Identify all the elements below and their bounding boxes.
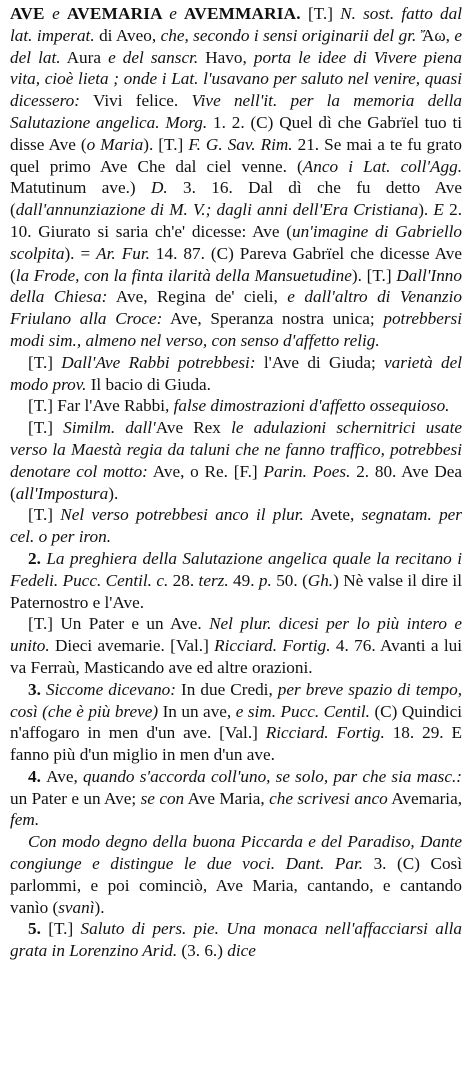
roman-text: ). = [64, 243, 97, 263]
italic-text: se con [140, 788, 185, 808]
italic-text: quando s'accorda coll'uno, se solo, par che sia masc.: [82, 766, 463, 786]
roman-text: Ave Rex [155, 418, 232, 438]
italic-text: un'imagine di Gabriello scolpita [10, 221, 462, 263]
italic-text: E [433, 200, 444, 220]
dictionary-entry-ave [10, 3, 462, 962]
roman-text: 14. 87. (C) Pareva Gabrïel che dicesse Ave ( [10, 243, 463, 285]
sense-number: 5. [28, 919, 49, 939]
entry-definition [10, 3, 462, 352]
roman-text: ). [108, 483, 119, 503]
roman-text: 50. ( [271, 570, 308, 590]
roman-text: (C) Quindici n'affogaro in men d'un ave. [Val.] [10, 701, 462, 743]
italic-text: dice [227, 941, 256, 961]
roman-text: 2. 10. Giurato si saria ch'e' dicesse: Ave ( [10, 200, 462, 241]
italic-text: Vive nell'it. per la memoria della Salutazione angelica. Morg. [10, 91, 462, 132]
sense-number: 2. [28, 548, 47, 568]
italic-text: varietà del modo prov. [10, 352, 462, 394]
italic-text: N. sost. fatto dal lat. imperat. [10, 4, 462, 45]
roman-text: Avemaria, [387, 788, 463, 808]
italic-text: Siccome dicevano: [45, 679, 176, 699]
roman-text: 2. 80. Ave Dea ( [10, 461, 462, 503]
italic-text: svanì [58, 897, 95, 917]
italic-text: e dall'altro di Venanzio Friulano alla Croce: [10, 287, 462, 329]
italic-text: per breve spazio di tempo, così (che è più breve) [10, 679, 462, 721]
italic-text: F. G. Sav. Rim. [188, 134, 293, 154]
roman-text: 3. (C) Così parlommi, e poi cominciò, Ave Maria, cantando, e cantando vanìo ( [10, 854, 463, 917]
italic-text: Nel plur. dicesi per lo più intero e unito. [10, 614, 462, 656]
italic-text: porta le idee di Vivere piena vita, cioè lieta ; onde i Lat. l'usavano per saluto nel venire, quasi dicessero: [10, 47, 462, 111]
italic-text: e del lat. [10, 25, 462, 67]
italic-text: Con modo degno della buona Piccarda e del Paradiso, Dante congiunge e distingue le due voci. Dant. Par. [10, 832, 462, 874]
sense-number: 3. [28, 679, 46, 699]
roman-text: ). [418, 200, 434, 220]
roman-text: l'Ave di Giuda; [255, 352, 385, 372]
italic-text: Parin. Poes. [263, 461, 351, 481]
sense-plural-avete [10, 504, 462, 548]
italic-text: terz. [198, 570, 229, 590]
roman-text: Havo, [198, 47, 254, 67]
roman-text: Dieci avemarie. [Val.] [49, 636, 215, 656]
italic-text: la Frode, con la finta ilarità della Mansuetudine [15, 265, 352, 285]
roman-text: (3. 6.) [177, 941, 228, 961]
italic-text: o Maria [86, 134, 144, 154]
sense-ave-di-giuda [10, 352, 462, 396]
roman-text: di Aveo, [94, 25, 161, 45]
headword: AVEMMARIA. [184, 4, 301, 23]
italic-text: p. [258, 570, 272, 590]
sense-4-gender [10, 766, 462, 831]
italic-text: Nel verso potrebbesi anco il plur. [60, 505, 304, 525]
italic-text: Saluto di pers. pie. Una monaca nell'affacciarsi alla grata in Lorenzino Arid. [10, 919, 462, 961]
roman-text: ) Nè valse il dire il Paternostro e l'Ave. [10, 570, 462, 612]
roman-text: [T.] [300, 4, 341, 23]
roman-text: [T.] Far l'Ave Rabbi, [28, 396, 174, 416]
italic-text: Similm. dall' [63, 418, 156, 438]
italic-text: che scrivesi anco [269, 788, 388, 808]
roman-text: ). [94, 897, 105, 917]
roman-text: [T.] [48, 919, 81, 939]
italic-text: segnatam. per cel. o per iron. [10, 505, 462, 547]
roman-text: Ave, [46, 766, 83, 786]
roman-text: In un ave, [158, 701, 236, 721]
italic-text: Ar. Fur. [96, 243, 150, 263]
roman-text: Avete, [303, 505, 362, 525]
sense-4-dante [10, 831, 462, 918]
italic-text: La preghiera della Salutazione angelica quale la recitano i Fedeli. Pucc. Centil. c. [10, 548, 462, 590]
roman-text: [T.] [28, 418, 64, 438]
roman-text: 49. [228, 570, 259, 590]
roman-text: Ave, Regina de' cieli, [107, 287, 288, 307]
italic-text: e [169, 4, 185, 23]
italic-text: e [52, 4, 67, 23]
roman-text: [T.] Un Pater e un Ave. [28, 614, 210, 634]
roman-text: un Pater e un Ave; [10, 788, 141, 808]
roman-text: ). [T.] [351, 265, 397, 285]
roman-text: 1. 2. (C) Quel dì che Gabrïel tuo ti disse Ave ( [10, 112, 463, 154]
sense-ave-rex [10, 417, 462, 504]
italic-text: Dall'Inno della Chiesa: [10, 265, 462, 307]
italic-text: dall'annunziazione di M. V.; dagli anni dell'Era Cristiana [15, 200, 419, 220]
roman-text: Ave Maria, [184, 788, 270, 808]
roman-text: Il bacio di Giuda. [86, 374, 211, 394]
sense-number: 4. [28, 766, 47, 786]
italic-text: Anco i Lat. coll'Agg. [302, 156, 463, 176]
roman-text: Ave, Speranza nostra unica; [162, 309, 384, 329]
roman-text: Vivi felice. [80, 91, 192, 111]
roman-text: 18. 29. E fanno più d'un miglio in men d'un ave. [10, 723, 462, 765]
sense-3-in-un-ave [10, 679, 462, 766]
roman-text: 28. [168, 570, 199, 590]
roman-text: 21. Se mai a te fu grato quel primo Ave Che dal ciel venne. ( [10, 134, 462, 176]
sense-far-ave-rabbi [10, 395, 462, 417]
italic-text: le adulazioni schernitrici usate verso la Maestà regia da taluni che ne fanno traffico, potrebbesi denotare col motto: [10, 418, 462, 481]
roman-text: [T.] [28, 352, 62, 372]
roman-text: Aura [60, 47, 109, 67]
roman-text: Ave, o Re. [F.] [147, 461, 264, 481]
roman-text: Matutinum ave.) [10, 178, 151, 198]
roman-text: In due Credi, [176, 679, 278, 699]
roman-text: ). [T.] [143, 134, 189, 154]
italic-text: Ricciard. Fortig. [265, 723, 385, 743]
italic-text: Dall'Ave Rabbi potrebbesi: [61, 352, 256, 372]
italic-text: all'Impostura [15, 483, 109, 503]
roman-text: 4. 76. Avanti a lui va Ferraù, Masticando ave ed altre orazioni. [10, 636, 462, 677]
sense-5-saluto [10, 918, 462, 962]
italic-text: potrebbersi modi sim., almeno nel verso, con senso d'affetto relig. [10, 309, 462, 350]
italic-text: Gh. [307, 570, 334, 590]
roman-text: 3. 16. Dal dì che fu detto Ave ( [10, 178, 462, 220]
headword: AVE [10, 4, 53, 23]
italic-text: false dimostrazioni d'affetto ossequioso. [173, 396, 450, 416]
italic-text: fem. [10, 810, 40, 830]
italic-text: che, secondo i sensi originarii del gr. [160, 25, 417, 45]
italic-text: e sim. Pucc. Centil. [235, 701, 370, 721]
italic-text: e del sanscr. [108, 47, 199, 67]
sense-2-plural [10, 613, 462, 678]
roman-text: [T.] [28, 505, 61, 525]
italic-text: D. [150, 178, 168, 198]
sense-2-preghiera [10, 548, 462, 613]
italic-text: Ricciard. Fortig. [214, 636, 331, 656]
roman-text: Ἄω, [416, 25, 455, 45]
headword: AVEMARIA [66, 4, 170, 23]
